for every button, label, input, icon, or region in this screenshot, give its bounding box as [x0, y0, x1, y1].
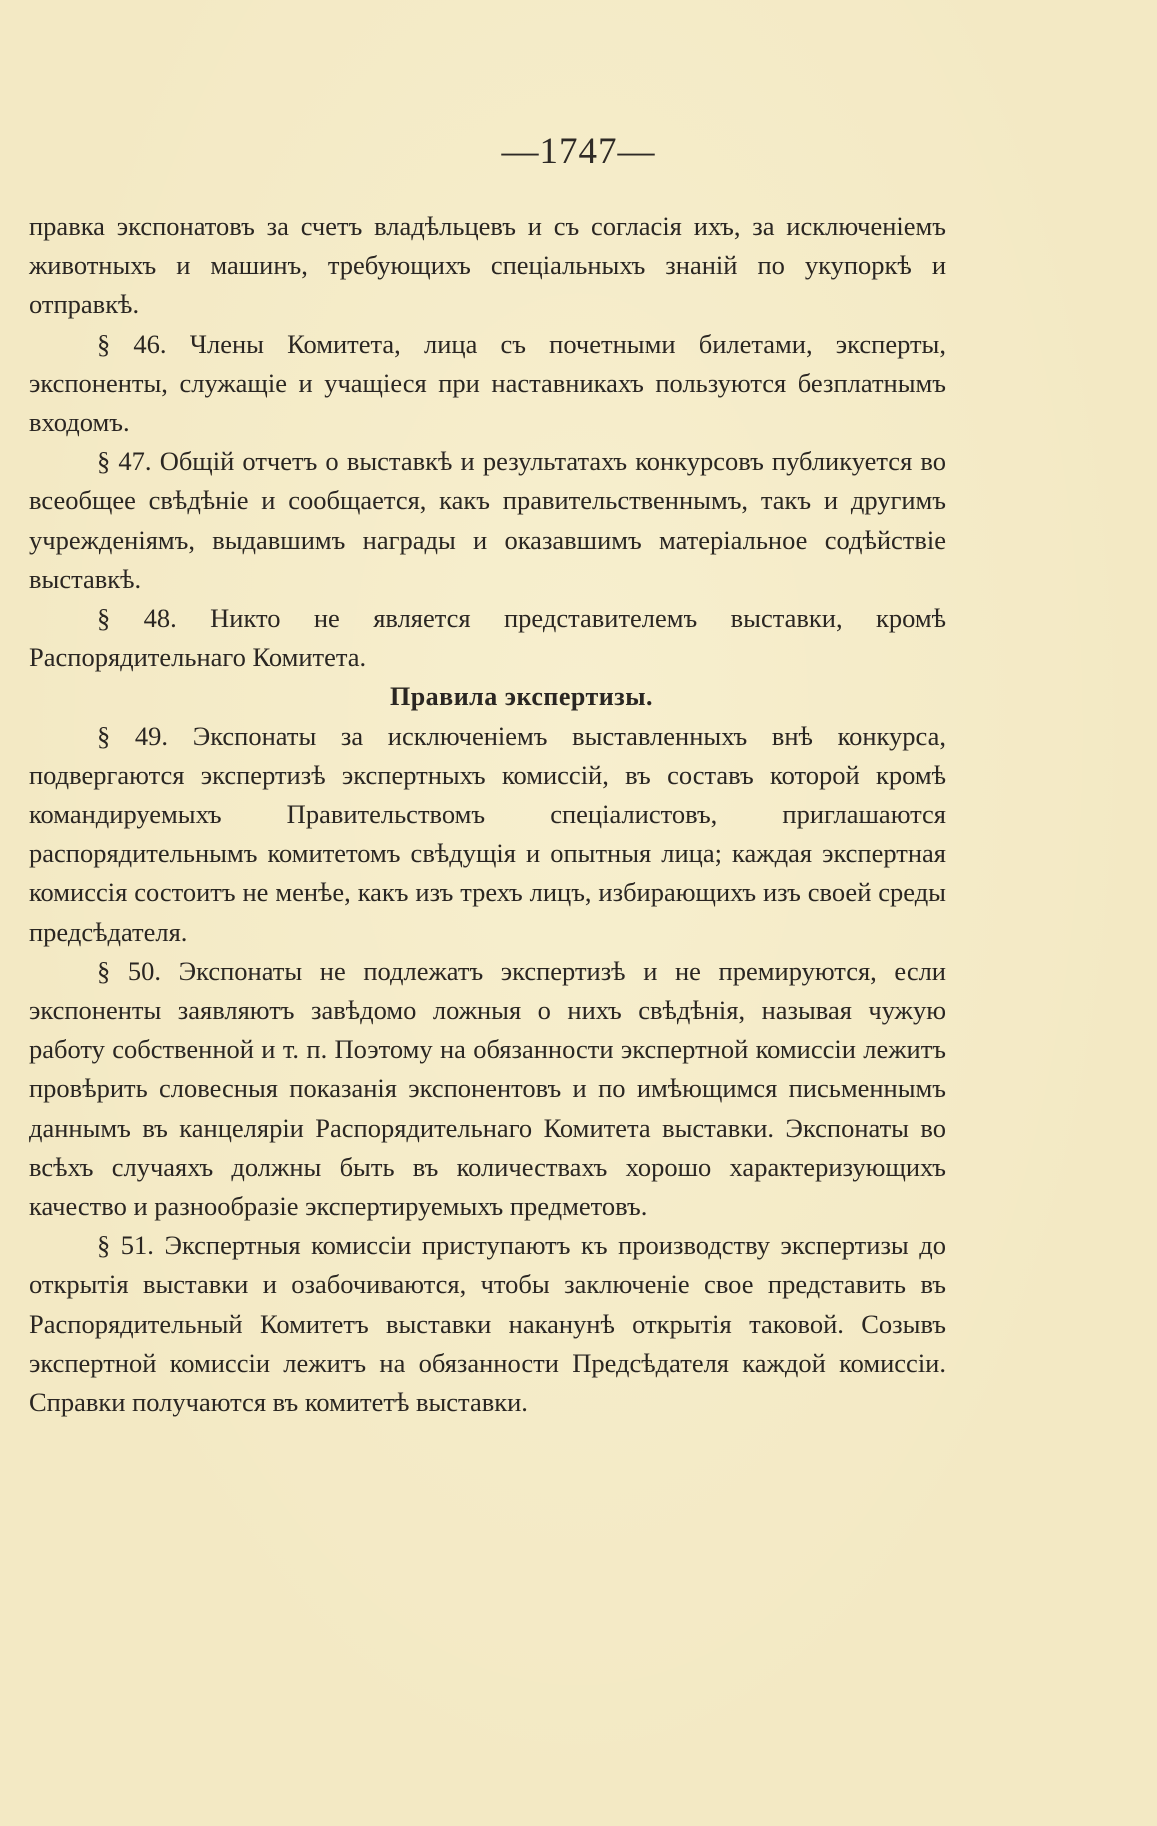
page-number: —1747—: [501, 131, 656, 172]
paragraph-section-50: § 50. Экспонаты не подлежатъ экспертизѣ и не премируются, если экспоненты заявляютъ завѣдомо ложныя о нихъ свѣдѣнія, называя чужую работу собственной и т. п. Поэтому на обязанности экспертной комиссіи лежитъ провѣрить словесныя показанія экспонентовъ и по имѣющимся письменнымъ даннымъ въ канцеляріи Распорядительнаго Комитета выставки. Экспонаты во всѣхъ случаяхъ должны быть въ количествахъ хорошо характеризующихъ качество и разнообразіе экспертируемыхъ предметовъ.: [29, 955, 946, 1222]
page-body: [29, 207, 946, 1422]
paragraph-section-46: § 46. Члены Комитета, лица съ почетными билетами, эксперты, экспоненты, служащіе и учащіеся при наставникахъ пользуются безплатнымъ входомъ.: [29, 328, 946, 438]
paragraph-section-51: § 51. Экспертныя комиссіи приступаютъ къ производству экспертизы до открытія выставки и озабочиваются, чтобы заключеніе свое представить въ Распорядительный Комитетъ выставки наканунѣ открытія таковой. Созывъ экспертной комиссіи лежитъ на обязанности Предсѣдателя каждой комиссіи. Справки получаются въ комитетѣ выставки.: [29, 1230, 946, 1418]
section-heading: Правила экспертизы.: [389, 682, 654, 712]
paragraph-section-47: § 47. Общій отчетъ о выставкѣ и результатахъ конкурсовъ публикуется во всеобщее свѣдѣніе и сообщается, какъ правительственнымъ, такъ и другимъ учрежденіямъ, выдавшимъ награды и оказавшимъ матеріальное содѣйствіе выставкѣ.: [29, 446, 946, 594]
paragraph-continuation: правка экспонатовъ за счетъ владѣльцевъ и съ согласія ихъ, за исключеніемъ животныхъ и машинъ, требующихъ спеціальныхъ знаній по укупоркѣ и отправкѣ.: [29, 211, 946, 320]
paragraph-section-49: § 49. Экспонаты за исключеніемъ выставленныхъ внѣ конкурса, подвергаются экспертизѣ экспертныхъ комиссій, въ составъ которой кромѣ командируемыхъ Правительствомъ спеціалистовъ, приглашаются распорядительнымъ комитетомъ свѣдущія и опытныя лица; каждая экспертная комиссія состоитъ не менѣе, какъ изъ трехъ лицъ, избирающихъ изъ своей среды предсѣдателя.: [29, 720, 946, 947]
paragraph-section-48: § 48. Никто не является представителемъ выставки, кромѣ Распорядительнаго Комитета.: [29, 603, 946, 673]
